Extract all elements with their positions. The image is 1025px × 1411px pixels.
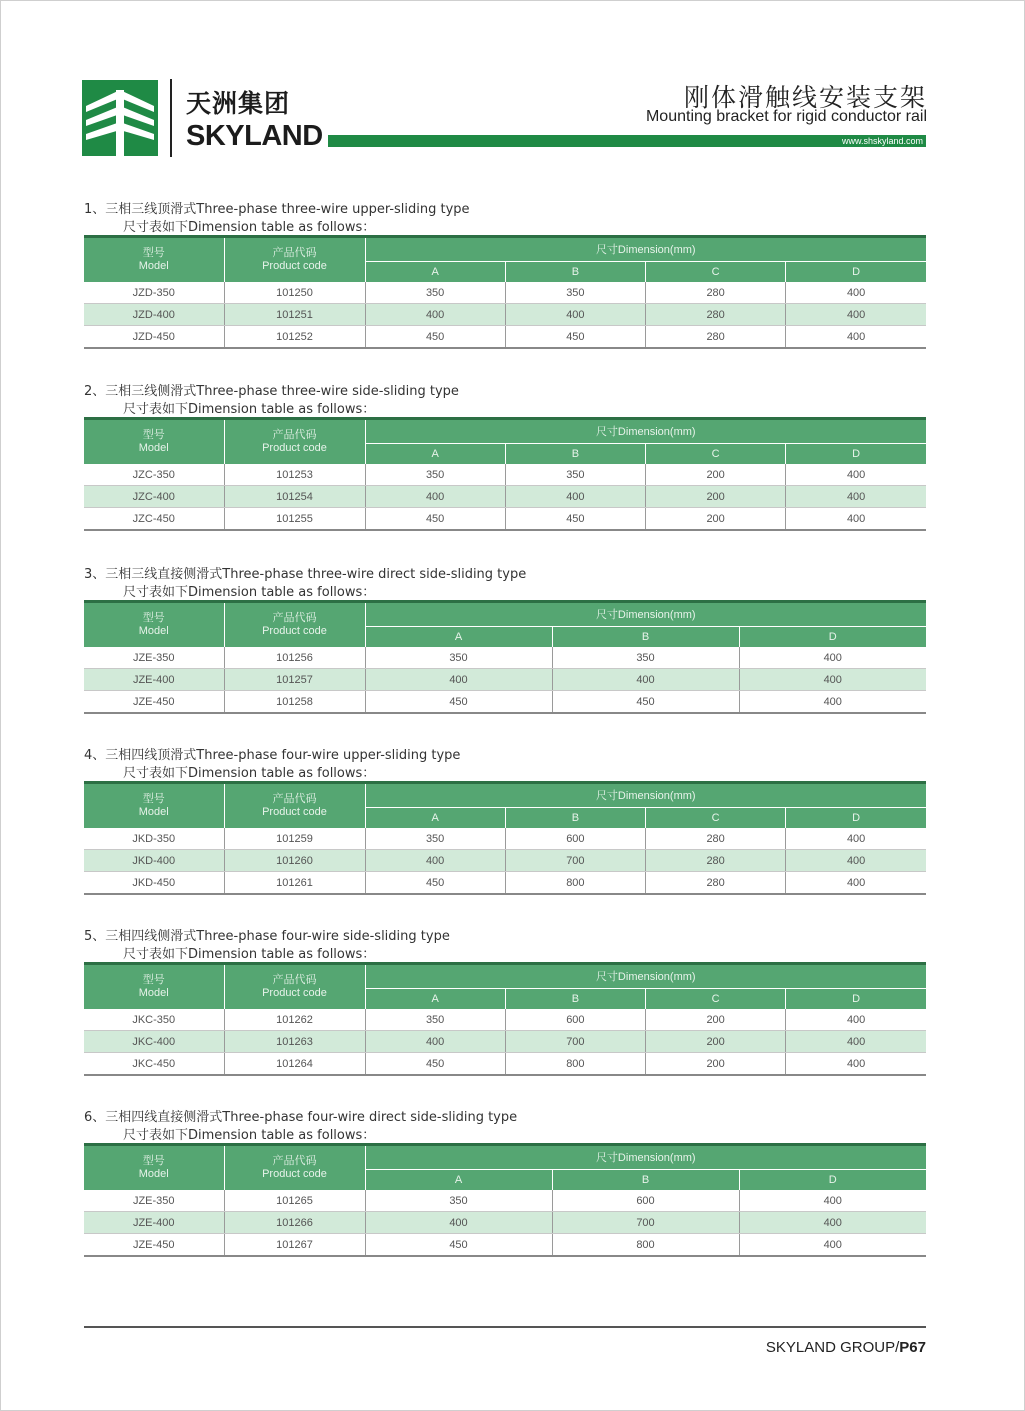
table-cell: 400 (552, 669, 739, 691)
table-cell: 400 (739, 691, 926, 714)
dimension-table (84, 417, 926, 531)
table-cell: JKD-450 (84, 872, 224, 895)
header-model-en: Model (138, 806, 169, 818)
table-cell: JZC-350 (84, 464, 224, 486)
header-model (84, 783, 224, 829)
table-cell: 600 (505, 828, 645, 850)
header-model-en: Model (138, 1168, 169, 1180)
table-cell: 400 (786, 486, 926, 508)
table-cell: 350 (365, 647, 552, 669)
section-title: 5、三相四线侧滑式Three-phase four-wire side-sliding type (84, 929, 450, 944)
header-green-bar (328, 135, 926, 147)
header-model-cn: 型号 (142, 247, 165, 259)
header-model-cn: 型号 (142, 974, 165, 986)
table-cell: 400 (739, 647, 926, 669)
table-cell: 101262 (224, 1009, 365, 1031)
table-row (84, 508, 926, 531)
header-dimension-letter: A (365, 443, 505, 464)
header-dimension-letter: D (786, 443, 926, 464)
header-dimension-letter: A (365, 261, 505, 282)
header-model-en: Model (138, 442, 169, 454)
section-1 (84, 201, 926, 343)
table-cell: 450 (365, 691, 552, 714)
footer-page-label (766, 1339, 926, 1356)
dimension-table (84, 781, 926, 895)
table-cell: 400 (786, 508, 926, 531)
section-title: 3、三相三线直接侧滑式Three-phase three-wire direct side-sliding type (84, 567, 527, 582)
logo-divider (170, 79, 172, 157)
dimension-table (84, 235, 926, 349)
table-row (84, 1053, 926, 1076)
header-dimension: 尺寸Dimension(mm) (365, 1145, 926, 1170)
table-cell: 101260 (224, 850, 365, 872)
table-cell: 450 (505, 326, 645, 349)
table-cell: 400 (786, 464, 926, 486)
table-cell: JZC-400 (84, 486, 224, 508)
table-cell: 450 (505, 508, 645, 531)
table-cell: 700 (505, 850, 645, 872)
table-row (84, 828, 926, 850)
header-code-en: Product code (262, 806, 327, 818)
header-code-cn: 产品代码 (272, 429, 317, 441)
brand-name-cn: 天洲集团 (186, 89, 291, 118)
dimension-table (84, 962, 926, 1076)
table-cell: 600 (505, 1009, 645, 1031)
table-cell: 400 (786, 828, 926, 850)
header-dimension-letter: A (365, 988, 505, 1009)
table-cell: JKD-350 (84, 828, 224, 850)
table-cell: 101254 (224, 486, 365, 508)
header-dimension-letter: D (739, 1169, 926, 1190)
table-cell: 280 (646, 304, 786, 326)
table-cell: 200 (646, 1009, 786, 1031)
table-cell: 350 (365, 1009, 505, 1031)
table-row (84, 1190, 926, 1212)
header-model (84, 602, 224, 648)
table-cell: 400 (786, 1009, 926, 1031)
table-cell: 450 (365, 1234, 552, 1257)
header-model-cn: 型号 (142, 793, 165, 805)
table-cell: 400 (365, 669, 552, 691)
table-cell: 350 (552, 647, 739, 669)
table-cell: 101250 (224, 282, 365, 304)
table-cell: 700 (505, 1031, 645, 1053)
section-subtitle: 尺寸表如下Dimension table as follows： (123, 220, 376, 235)
dimension-table (84, 1143, 926, 1257)
header-product-code (224, 783, 365, 829)
table-row (84, 464, 926, 486)
table-cell: 280 (646, 850, 786, 872)
skyland-logo-icon (82, 80, 158, 156)
header-code-en: Product code (262, 260, 327, 272)
header-code-cn: 产品代码 (272, 247, 317, 259)
table-cell: 101256 (224, 647, 365, 669)
table-cell: 400 (786, 872, 926, 895)
table-row (84, 1212, 926, 1234)
table-cell: 400 (786, 304, 926, 326)
table-row (84, 282, 926, 304)
table-cell: 101251 (224, 304, 365, 326)
dimension-table (84, 600, 926, 714)
table-cell: 200 (646, 486, 786, 508)
table-cell: 350 (365, 282, 505, 304)
header-product-code (224, 419, 365, 465)
page-title-cn: 刚体滑触线安装支架 (683, 83, 927, 112)
table-cell: 450 (365, 508, 505, 531)
table-row (84, 647, 926, 669)
table-cell: JZE-450 (84, 1234, 224, 1257)
table-cell: 200 (646, 508, 786, 531)
table-header-row (84, 964, 926, 989)
header-code-en: Product code (262, 1168, 327, 1180)
table-cell: 400 (786, 1053, 926, 1076)
table-cell: 200 (646, 464, 786, 486)
footer-rule (84, 1326, 926, 1328)
table-cell: 200 (646, 1053, 786, 1076)
section-title: 1、三相三线顶滑式Three-phase three-wire upper-sliding type (84, 202, 470, 217)
table-cell: 101266 (224, 1212, 365, 1234)
table-cell: JZE-350 (84, 647, 224, 669)
table-row (84, 1031, 926, 1053)
table-cell: 400 (365, 486, 505, 508)
header-dimension-letter: A (365, 626, 552, 647)
table-cell: 280 (646, 326, 786, 349)
section-subtitle: 尺寸表如下Dimension table as follows： (123, 1128, 376, 1143)
header-dimension-letter: C (646, 261, 786, 282)
footer-group: SKYLAND GROUP/ (765, 1339, 900, 1356)
header-dimension: 尺寸Dimension(mm) (365, 602, 926, 627)
table-cell: 400 (739, 1190, 926, 1212)
header-model-en: Model (138, 625, 169, 637)
header-model-en: Model (138, 987, 169, 999)
header-dimension-letter: C (646, 988, 786, 1009)
header-dimension-letter: A (365, 807, 505, 828)
table-cell: 450 (365, 872, 505, 895)
table-cell: JKD-400 (84, 850, 224, 872)
header-dimension-letter: B (505, 443, 645, 464)
table-cell: 450 (552, 691, 739, 714)
table-cell: 101265 (224, 1190, 365, 1212)
section-4 (84, 747, 926, 889)
table-cell: 400 (365, 1212, 552, 1234)
table-cell: 101253 (224, 464, 365, 486)
table-header-row (84, 419, 926, 444)
table-row (84, 1234, 926, 1257)
table-cell: JZD-350 (84, 282, 224, 304)
header-product-code (224, 1145, 365, 1191)
header-dimension-letter: C (646, 443, 786, 464)
table-cell: 350 (505, 282, 645, 304)
header-model-cn: 型号 (142, 429, 165, 441)
table-cell: 101261 (224, 872, 365, 895)
table-cell: 280 (646, 282, 786, 304)
table-cell: JZE-450 (84, 691, 224, 714)
header-dimension-letter: D (786, 988, 926, 1009)
table-cell: JKC-450 (84, 1053, 224, 1076)
header-dimension-letter: B (505, 988, 645, 1009)
table-cell: 101258 (224, 691, 365, 714)
header-code-cn: 产品代码 (272, 612, 317, 624)
section-6 (84, 1109, 926, 1251)
table-cell: 400 (365, 850, 505, 872)
header-model (84, 237, 224, 283)
table-cell: 700 (552, 1212, 739, 1234)
table-cell: JKC-350 (84, 1009, 224, 1031)
section-subtitle: 尺寸表如下Dimension table as follows： (123, 766, 376, 781)
header-product-code (224, 964, 365, 1010)
table-cell: JZE-400 (84, 669, 224, 691)
table-cell: JZE-400 (84, 1212, 224, 1234)
table-row (84, 669, 926, 691)
table-cell: 350 (365, 828, 505, 850)
table-cell: 400 (739, 1234, 926, 1257)
table-cell: JZC-450 (84, 508, 224, 531)
header-code-en: Product code (262, 442, 327, 454)
header-model (84, 419, 224, 465)
table-cell: 450 (365, 1053, 505, 1076)
table-cell: 101263 (224, 1031, 365, 1053)
table-cell: 400 (739, 669, 926, 691)
header-dimension-letter: D (786, 261, 926, 282)
website-url[interactable]: www.shskyland.com (841, 136, 923, 146)
header-dimension-letter: B (552, 626, 739, 647)
section-title: 6、三相四线直接侧滑式Three-phase four-wire direct side-sliding type (84, 1110, 518, 1125)
header-code-en: Product code (262, 625, 327, 637)
header-dimension-letter: C (646, 807, 786, 828)
table-cell: 101264 (224, 1053, 365, 1076)
table-cell: 800 (505, 1053, 645, 1076)
table-row (84, 691, 926, 714)
table-row (84, 850, 926, 872)
section-5 (84, 928, 926, 1070)
table-row (84, 872, 926, 895)
header-dimension-letter: D (739, 626, 926, 647)
header-model (84, 1145, 224, 1191)
header-dimension: 尺寸Dimension(mm) (365, 964, 926, 989)
table-cell: 101252 (224, 326, 365, 349)
section-title: 4、三相四线顶滑式Three-phase four-wire upper-sliding type (84, 748, 461, 763)
table-cell: 400 (365, 304, 505, 326)
table-cell: 400 (365, 1031, 505, 1053)
table-cell: 400 (505, 486, 645, 508)
header-dimension-letter: A (365, 1169, 552, 1190)
table-row (84, 486, 926, 508)
header-model-en: Model (138, 260, 169, 272)
table-header-row (84, 1145, 926, 1170)
table-cell: 101259 (224, 828, 365, 850)
table-cell: 800 (505, 872, 645, 895)
footer-page-number: P67 (899, 1339, 926, 1356)
table-cell: 101267 (224, 1234, 365, 1257)
page-title-en: Mounting bracket for rigid conductor rail (645, 108, 927, 125)
table-header-row (84, 783, 926, 808)
header-dimension-letter: B (505, 261, 645, 282)
header-model-cn: 型号 (142, 612, 165, 624)
section-3 (84, 566, 926, 708)
header-code-cn: 产品代码 (272, 974, 317, 986)
header-dimension-letter: B (552, 1169, 739, 1190)
header-dimension-letter: B (505, 807, 645, 828)
table-cell: 400 (786, 1031, 926, 1053)
section-subtitle: 尺寸表如下Dimension table as follows： (123, 947, 376, 962)
table-cell: JKC-400 (84, 1031, 224, 1053)
table-header-row (84, 602, 926, 627)
table-cell: 600 (552, 1190, 739, 1212)
table-cell: 400 (505, 304, 645, 326)
table-row (84, 1009, 926, 1031)
header-dimension: 尺寸Dimension(mm) (365, 237, 926, 262)
table-cell: 800 (552, 1234, 739, 1257)
section-subtitle: 尺寸表如下Dimension table as follows： (123, 402, 376, 417)
header-dimension: 尺寸Dimension(mm) (365, 419, 926, 444)
table-cell: 101255 (224, 508, 365, 531)
table-cell: 350 (505, 464, 645, 486)
table-row (84, 304, 926, 326)
header-code-cn: 产品代码 (272, 793, 317, 805)
header-code-en: Product code (262, 987, 327, 999)
table-cell: 101257 (224, 669, 365, 691)
table-row (84, 326, 926, 349)
table-cell: 400 (786, 326, 926, 349)
table-cell: 280 (646, 828, 786, 850)
table-header-row (84, 237, 926, 262)
table-cell: 350 (365, 1190, 552, 1212)
header-model-cn: 型号 (142, 1155, 165, 1167)
header-product-code (224, 237, 365, 283)
section-title: 2、三相三线侧滑式Three-phase three-wire side-sliding type (84, 384, 459, 399)
table-cell: 350 (365, 464, 505, 486)
table-cell: JZD-450 (84, 326, 224, 349)
header-model (84, 964, 224, 1010)
table-cell: 400 (739, 1212, 926, 1234)
table-cell: 450 (365, 326, 505, 349)
header-dimension: 尺寸Dimension(mm) (365, 783, 926, 808)
header-code-cn: 产品代码 (272, 1155, 317, 1167)
header-product-code (224, 602, 365, 648)
table-cell: 200 (646, 1031, 786, 1053)
table-cell: 280 (646, 872, 786, 895)
table-cell: JZD-400 (84, 304, 224, 326)
brand-name-en: SKYLAND (186, 120, 323, 152)
header-dimension-letter: D (786, 807, 926, 828)
section-subtitle: 尺寸表如下Dimension table as follows： (123, 585, 376, 600)
table-cell: 400 (786, 282, 926, 304)
section-2 (84, 383, 926, 525)
table-cell: JZE-350 (84, 1190, 224, 1212)
table-cell: 400 (786, 850, 926, 872)
